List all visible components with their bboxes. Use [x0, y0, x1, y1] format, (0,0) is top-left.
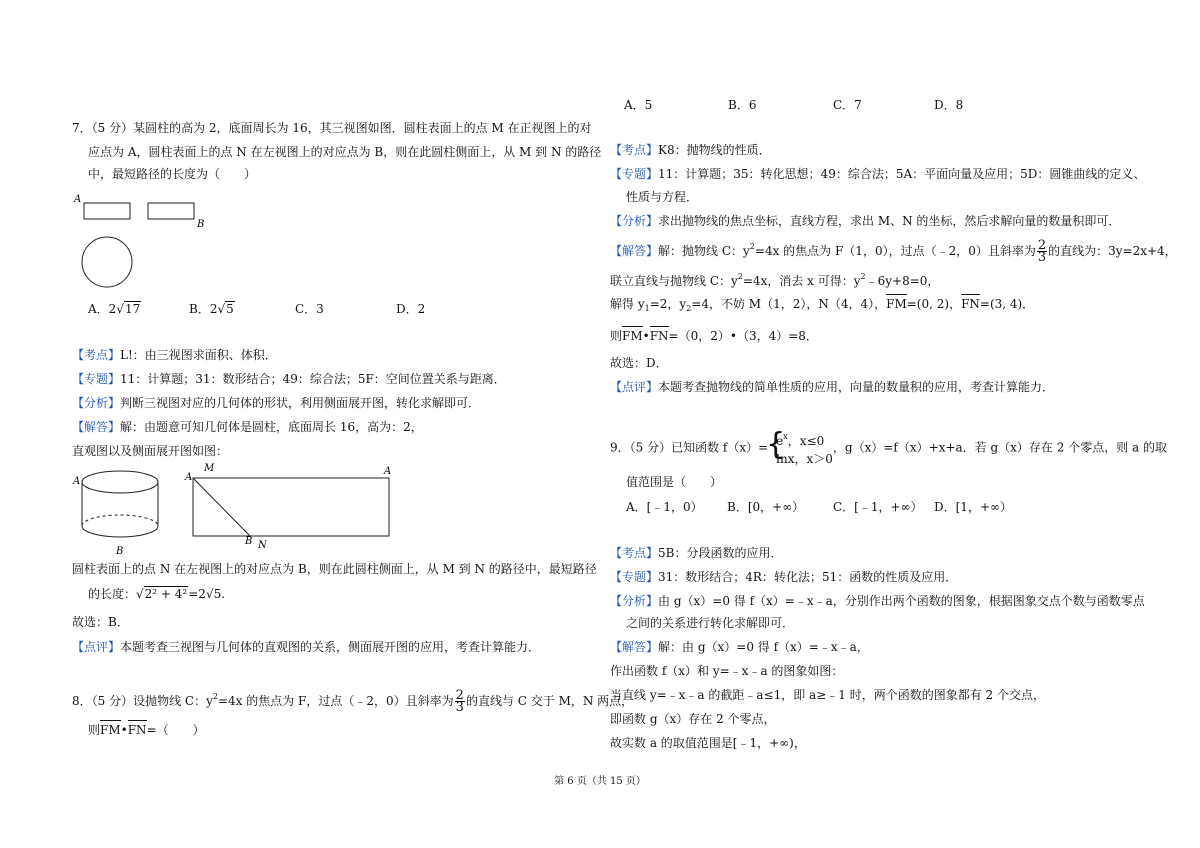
q8-dianping: 【点评】本题考查抛物线的简单性质的应用，向量的数量积的应用，考查计算能力．: [610, 380, 1055, 394]
cylinder-bottom-front: [82, 526, 158, 537]
q7-jieda: 【解答】解：由题意可知几何体是圆柱，底面周长 16，高为：2，: [72, 420, 423, 434]
q9-kaodian: 【考点】5B：分段函数的应用．: [610, 546, 783, 560]
shortest-path-line: [193, 478, 250, 536]
q8-option-d: D．8: [934, 98, 964, 112]
q9-fenxi: 【分析】由 g（x）=0 得 f（x）=﹣x﹣a，分别作出两个函数的图象，根据图象交点个数与函数零点: [610, 594, 1145, 608]
piecewise-function: { $e^x$，x≤0 lnx，x＞0: [768, 428, 833, 468]
q8-option-a: A．5: [624, 98, 653, 112]
fig-label-b: B: [197, 219, 205, 230]
q9-option-c: C．[﹣1，+∞）: [833, 500, 923, 514]
q7-fenxi: 【分析】判断三视图对应的几何体的形状，利用侧面展开图，转化求解即可．: [72, 396, 481, 410]
q8-jieda: 【解答】解：抛物线 C：$y^2=4x$ 的焦点为 F（1，0），过点（﹣2，0）且斜率为 $\frac{2}{3}$ 的直线为：3y=2x+4，: [610, 238, 1177, 265]
q7-option-b: B．2√5: [189, 302, 234, 316]
q7-stem-line-3: 中，最短路径的长度为（ ）: [88, 167, 257, 181]
q9-jieda-line-4: 即函数 g（x）存在 2 个零点，: [610, 712, 776, 726]
q9-fenxi-line-2: 之间的关系进行转化求解即可．: [626, 616, 795, 630]
q7-three-view-figure: [72, 190, 212, 290]
q7-zhuanti: 【专题】11：计算题；31：数形结合；49：综合法；5F：空间位置关系与距离．: [72, 372, 506, 386]
q8-option-b: B．6: [728, 98, 757, 112]
q8-guxuan: 故选：D．: [610, 356, 668, 370]
q8-kaodian: 【考点】K8：抛物线的性质．: [610, 143, 771, 157]
q8-fenxi: 【分析】求出抛物线的焦点坐标，直线方程，求出 M、N 的坐标，然后求解向量的数量积即可．: [610, 214, 1121, 228]
rect-label-a-right: A: [384, 466, 392, 477]
q8-ze: 则FM•FN=（0，2）•（3，4）=8．: [610, 329, 818, 343]
q7-option-a: A．2√17: [88, 302, 141, 316]
rect-label-n: N: [258, 540, 267, 551]
cyl-label-a: A: [73, 476, 81, 487]
q7-jieda-line-2: 直观图以及侧面展开图如图：: [72, 444, 229, 458]
q9-jieda-line-5: 故实数 a 的取值范围是[﹣1，+∞)，: [610, 736, 806, 750]
side-view-rect: [148, 203, 194, 219]
q9-option-b: B．[0，+∞）: [727, 500, 805, 514]
q9-jieda-line-2: 作出函数 f（x）和 y=﹣x﹣a 的图象如图：: [610, 664, 844, 678]
page-footer: 第 6 页（共 15 页）: [554, 776, 646, 787]
q9-zhuanti: 【专题】31：数形结合；4R：转化法；51：函数的性质及应用．: [610, 570, 958, 584]
q7-stem-line-1: 7．（5 分）某圆柱的高为 2，底面周长为 16，其三视图如图．圆柱表面上的点 M 在正视图上的对: [72, 121, 592, 135]
q7-kaodian: 【考点】L!：由三视图求面积、体积．: [72, 348, 277, 362]
cylinder-top-ellipse: [82, 471, 158, 493]
q7-guxuan: 故选：B．: [72, 615, 129, 629]
q7-option-c: C．3: [295, 302, 324, 316]
q7-option-d: D．2: [396, 302, 426, 316]
q9-jieda: 【解答】解：由 g（x）=0 得 f（x）=﹣x﹣a，: [610, 640, 869, 654]
q8-stem-line-1: 8．（5 分）设抛物线 C：$y^2=4x$ 的焦点为 F，过点（﹣2，0）且斜率为 $\frac{2}{3}$ 的直线与 C 交于 M，N 两点，: [72, 688, 634, 715]
q9-jieda-line-3: 当直线 y=﹣x﹣a 的截距﹣a≤1，即 a≥﹣1 时，两个函数的图象都有 2 个交点，: [610, 688, 1045, 702]
q9-stem-line-1: 9．（5 分）已知函数 f（x）= { $e^x$，x≤0 lnx，x＞0 ，g（x）=f（x）+x+a．若 g（x）存在 2 个零点，则 a 的取: [610, 428, 1167, 468]
fig-label-a: A: [74, 194, 82, 205]
q7-solution-figure: [72, 462, 402, 558]
q8-jiede: 解得 $y_1=2$，$y_2=4$，不妨 M（1，2），N（4，4），FM=(0, 2)，FN=(3, 4)．: [610, 297, 1035, 313]
rect-label-m: M: [204, 463, 215, 474]
rect-label-b: B: [245, 536, 253, 547]
slope-fraction: $\frac{2}{3}$: [455, 688, 464, 715]
rect-label-a-left: A: [185, 472, 193, 483]
q7-jieda-line-3: 圆柱表面上的点 N 在左视图上的对应点为 B，则在此圆柱侧面上，从 M 到 N 的路径中，最短路径: [72, 562, 597, 576]
q9-option-d: D．[1，+∞）: [934, 500, 1012, 514]
q9-option-a: A．[﹣1，0）: [626, 500, 703, 514]
q8-lianli: 联立直线与抛物线 C：$y^2=4x$，消去 x 可得：$y^2﹣6y+8=0$，: [610, 272, 940, 288]
unrolled-rectangle: [193, 478, 389, 536]
front-view-rect: [84, 203, 130, 219]
q8-zhuanti-line-2: 性质与方程．: [626, 190, 699, 204]
q7-stem-line-2: 应点为 A，圆柱表面上的点 N 在左视图上的对应点为 B，则在此圆柱侧面上，从 M 到 N 的路径: [88, 145, 602, 159]
q8-stem-line-2: 则FM•FN=（ ）: [88, 723, 205, 737]
cyl-label-b: B: [116, 546, 124, 557]
cylinder-bottom-back: [82, 515, 158, 526]
q7-dianping: 【点评】本题考查三视图与几何体的直观图的关系，侧面展开图的应用，考查计算能力．: [72, 640, 541, 654]
q8-option-c: C．7: [833, 98, 862, 112]
q8-zhuanti: 【专题】11：计算题；35：转化思想；49：综合法；5A：平面向量及应用；5D：圆锥曲线的定义、: [610, 167, 1146, 181]
q7-jieda-line-4: 的长度：√2² + 4²=2√5.: [88, 587, 226, 601]
q9-stem-line-2: 值范围是（ ）: [626, 475, 723, 489]
top-view-circle: [82, 237, 132, 287]
